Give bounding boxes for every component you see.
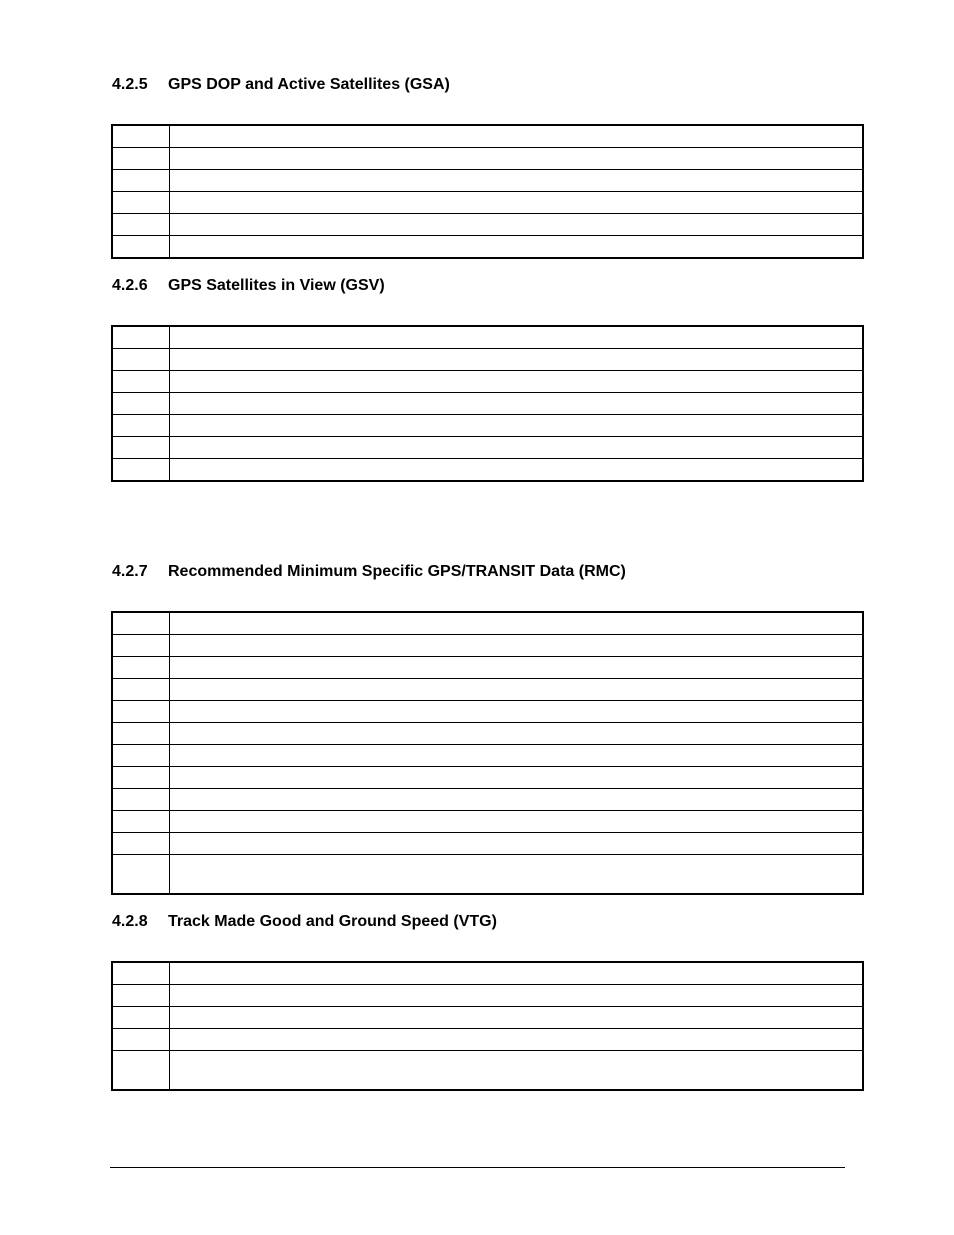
table-row — [112, 1007, 863, 1029]
section-number: 4.2.7 — [112, 563, 148, 580]
gsv-table — [111, 325, 864, 482]
table-row — [112, 326, 863, 349]
table-row — [112, 855, 863, 895]
gsa-table — [111, 124, 864, 259]
table-row — [112, 236, 863, 259]
table-row — [112, 371, 863, 393]
table-row — [112, 701, 863, 723]
section-number: 4.2.6 — [112, 277, 148, 294]
section-title: GPS Satellites in View (GSV) — [168, 277, 385, 294]
table-row — [112, 148, 863, 170]
table-row — [112, 214, 863, 236]
section-heading-vtg — [112, 913, 497, 931]
section-number: 4.2.5 — [112, 76, 148, 93]
section-title: Recommended Minimum Specific GPS/TRANSIT Data (RMC) — [168, 563, 626, 580]
table-row — [112, 962, 863, 985]
table-row — [112, 192, 863, 214]
footer-rule — [110, 1167, 845, 1168]
section-number: 4.2.8 — [112, 913, 148, 930]
table-row — [112, 833, 863, 855]
table-row — [112, 349, 863, 371]
table-row — [112, 679, 863, 701]
table-row — [112, 767, 863, 789]
table-row — [112, 415, 863, 437]
table-row — [112, 125, 863, 148]
table-row — [112, 657, 863, 679]
table-row — [112, 393, 863, 415]
table-row — [112, 437, 863, 459]
section-title: Track Made Good and Ground Speed (VTG) — [168, 913, 497, 930]
table-row — [112, 170, 863, 192]
table-row — [112, 789, 863, 811]
section-title: GPS DOP and Active Satellites (GSA) — [168, 76, 450, 93]
table-row — [112, 635, 863, 657]
section-heading-gsa — [112, 76, 450, 94]
table-row — [112, 811, 863, 833]
table-row — [112, 745, 863, 767]
table-row — [112, 612, 863, 635]
table-row — [112, 723, 863, 745]
rmc-table — [111, 611, 864, 895]
vtg-table — [111, 961, 864, 1091]
table-row — [112, 1029, 863, 1051]
table-row — [112, 459, 863, 482]
section-heading-gsv — [112, 277, 385, 295]
table-row — [112, 1051, 863, 1091]
table-row — [112, 985, 863, 1007]
section-heading-rmc — [112, 563, 626, 581]
